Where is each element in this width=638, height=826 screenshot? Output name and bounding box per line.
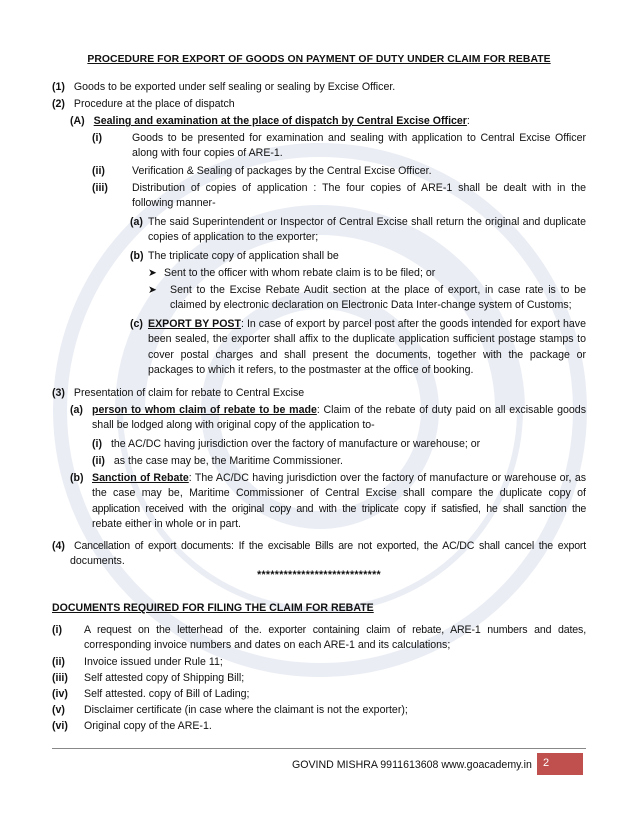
item-number: (b) <box>70 472 84 484</box>
item-number: (ii) <box>92 165 105 177</box>
item-number: (a) <box>70 404 83 416</box>
item-text-line2: following manner- <box>132 197 216 210</box>
doc-item-5 <box>52 703 408 718</box>
item-text-line2: along with four copies of ARE-1. <box>132 147 283 160</box>
item-text-line1: : Claim of the rebate of duty paid on all excisable goods <box>316 404 587 416</box>
item-number: (i) <box>52 624 62 636</box>
item-4 <box>52 539 586 570</box>
item-text: Goods to be exported under self sealing or sealing by Excise Officer. <box>73 81 396 93</box>
arrow-bullet-icon: ➤ <box>148 284 157 296</box>
item-text-line1: A request on the letterhead of the. exporter containing claim of rebate, ARE-1 numbers and dates, <box>84 624 586 636</box>
item-text-line1: Goods to be presented for examination and sealing with application to Central Excise Officer <box>132 132 586 144</box>
item-text: Verification & Sealing of packages by the Central Excise Officer. <box>132 165 432 177</box>
item-text-line1: : In case of export by parcel post after the goods intended for export have <box>240 318 586 330</box>
item-number: (c) <box>130 318 143 330</box>
item-3 <box>52 386 304 401</box>
item-number: (3) <box>52 387 65 399</box>
item-text: Original copy of the ARE-1. <box>84 720 212 732</box>
bullet-item-2 <box>148 283 586 314</box>
item-number: (i) <box>92 132 102 144</box>
item-text-line3: application received with the original copy and with the triplicate copy if satisfied, he shall sanction the <box>92 502 586 515</box>
documents-heading: DOCUMENTS REQUIRED FOR FILING THE CLAIM FOR REBATE <box>52 602 374 614</box>
item-3-b <box>70 471 586 532</box>
item-2A-i <box>92 131 586 162</box>
item-number: (b) <box>130 250 144 262</box>
item-text: Presentation of claim for rebate to Central Excise <box>73 387 305 399</box>
page-title: PROCEDURE FOR EXPORT OF GOODS ON PAYMENT OF DUTY UNDER CLAIM FOR REBATE <box>87 54 551 65</box>
section-heading: person to whom claim of rebate to be made <box>92 404 317 416</box>
item-text: The triplicate copy of application shall be <box>148 250 339 262</box>
item-text-line2: documents. <box>70 555 125 568</box>
separator-stars: **************************** <box>257 569 381 581</box>
item-text-line2: corresponding invoice numbers and dates on each ARE-1 and its calculations; <box>84 639 451 652</box>
item-text: as the case may be, the Maritime Commissioner. <box>113 455 343 467</box>
item-number: (2) <box>52 98 65 110</box>
item-text: Disclaimer certificate (in case where the claimant is not the exporter); <box>84 704 408 716</box>
footer-divider <box>52 748 586 749</box>
item-text-line1: : The AC/DC having jurisdiction over the factory of manufacture or warehouse or, as <box>188 472 587 484</box>
page-number-badge: 2 <box>537 753 583 775</box>
item-text-line3: cover postal charges and shall present the documents, together with the package or <box>148 348 586 361</box>
heading-tail: : <box>466 115 470 127</box>
item-number: (4) <box>52 540 65 552</box>
item-text-line2: been sealed, the exporter shall affix to the duplicate application sufficient postage stamps to <box>148 333 586 346</box>
item-2A-iii-b <box>130 249 586 264</box>
item-2A-iii-c <box>130 317 586 378</box>
bullet-text-line2: claimed by electronic declaration on Electronic Data Inter-change system of Customs; <box>170 299 572 312</box>
item-text-line4: packages to which it refers, to the postmaster at the office of booking. <box>148 364 474 377</box>
doc-item-2 <box>52 655 223 670</box>
item-3-a-i <box>92 437 480 452</box>
item-2A-iii <box>92 181 586 212</box>
footer-text: GOVIND MISHRA 9911613608 www.goacademy.in <box>292 759 532 771</box>
doc-item-4 <box>52 687 249 702</box>
item-2A-ii <box>92 164 586 179</box>
item-text-line1: Distribution of copies of application : The four copies of ARE-1 shall be dealt with in the <box>132 182 586 194</box>
item-number: (i) <box>92 438 102 450</box>
item-2A-iii-a <box>130 215 586 246</box>
item-2A <box>70 114 470 129</box>
item-text: the AC/DC having jurisdiction over the factory of manufacture or warehouse; or <box>110 438 481 450</box>
bullet-text: Sent to the officer with whom rebate claim is to be filed; or <box>164 267 436 279</box>
section-heading: Sanction of Rebate <box>92 472 189 484</box>
arrow-bullet-icon: ➤ <box>148 267 157 279</box>
item-text-line2: the case may be, Maritime Commissioner of Central Excise shall compare the duplicate copy of <box>92 487 586 500</box>
item-number: (iv) <box>52 688 68 700</box>
doc-item-1 <box>52 623 586 654</box>
item-number: (a) <box>130 216 143 228</box>
item-text-line4: rebate either in whole or in part. <box>92 518 241 531</box>
item-text-line1: The said Superintendent or Inspector of Central Excise shall return the original and duplicate <box>148 216 586 228</box>
item-text-line1: Cancellation of export documents: If the excisable Bills are not exported, the AC/DC shall cancel the export <box>74 540 586 552</box>
item-text-line2: shall be lodged along with original copy of the application to- <box>92 419 375 432</box>
section-heading: EXPORT BY POST <box>148 318 241 330</box>
item-number: (v) <box>52 704 65 716</box>
item-number: (vi) <box>52 720 68 732</box>
item-number: (iii) <box>52 672 68 684</box>
item-text: Self attested copy of Shipping Bill; <box>84 672 245 684</box>
item-number: (iii) <box>92 182 108 194</box>
item-3-a <box>70 403 586 434</box>
item-number: (ii) <box>92 455 105 467</box>
item-number: (ii) <box>52 656 65 668</box>
item-text: Self attested. copy of Bill of Lading; <box>84 688 250 700</box>
item-text: Procedure at the place of dispatch <box>73 98 235 110</box>
item-3-a-ii <box>92 454 343 469</box>
item-number: (1) <box>52 81 65 93</box>
section-heading: Sealing and examination at the place of dispatch by Central Excise Officer <box>93 115 467 127</box>
item-text: Invoice issued under Rule 11; <box>84 656 223 668</box>
item-1 <box>52 80 395 95</box>
item-text-line2: copies of application to the exporter; <box>148 231 319 244</box>
item-2 <box>52 97 235 112</box>
item-number: (A) <box>70 115 85 127</box>
bullet-item-1 <box>148 266 586 281</box>
bullet-text-line1: Sent to the Excise Rebate Audit section at the place of export, in case rate is to be <box>170 284 586 296</box>
doc-item-3 <box>52 671 244 686</box>
doc-item-6 <box>52 719 212 734</box>
